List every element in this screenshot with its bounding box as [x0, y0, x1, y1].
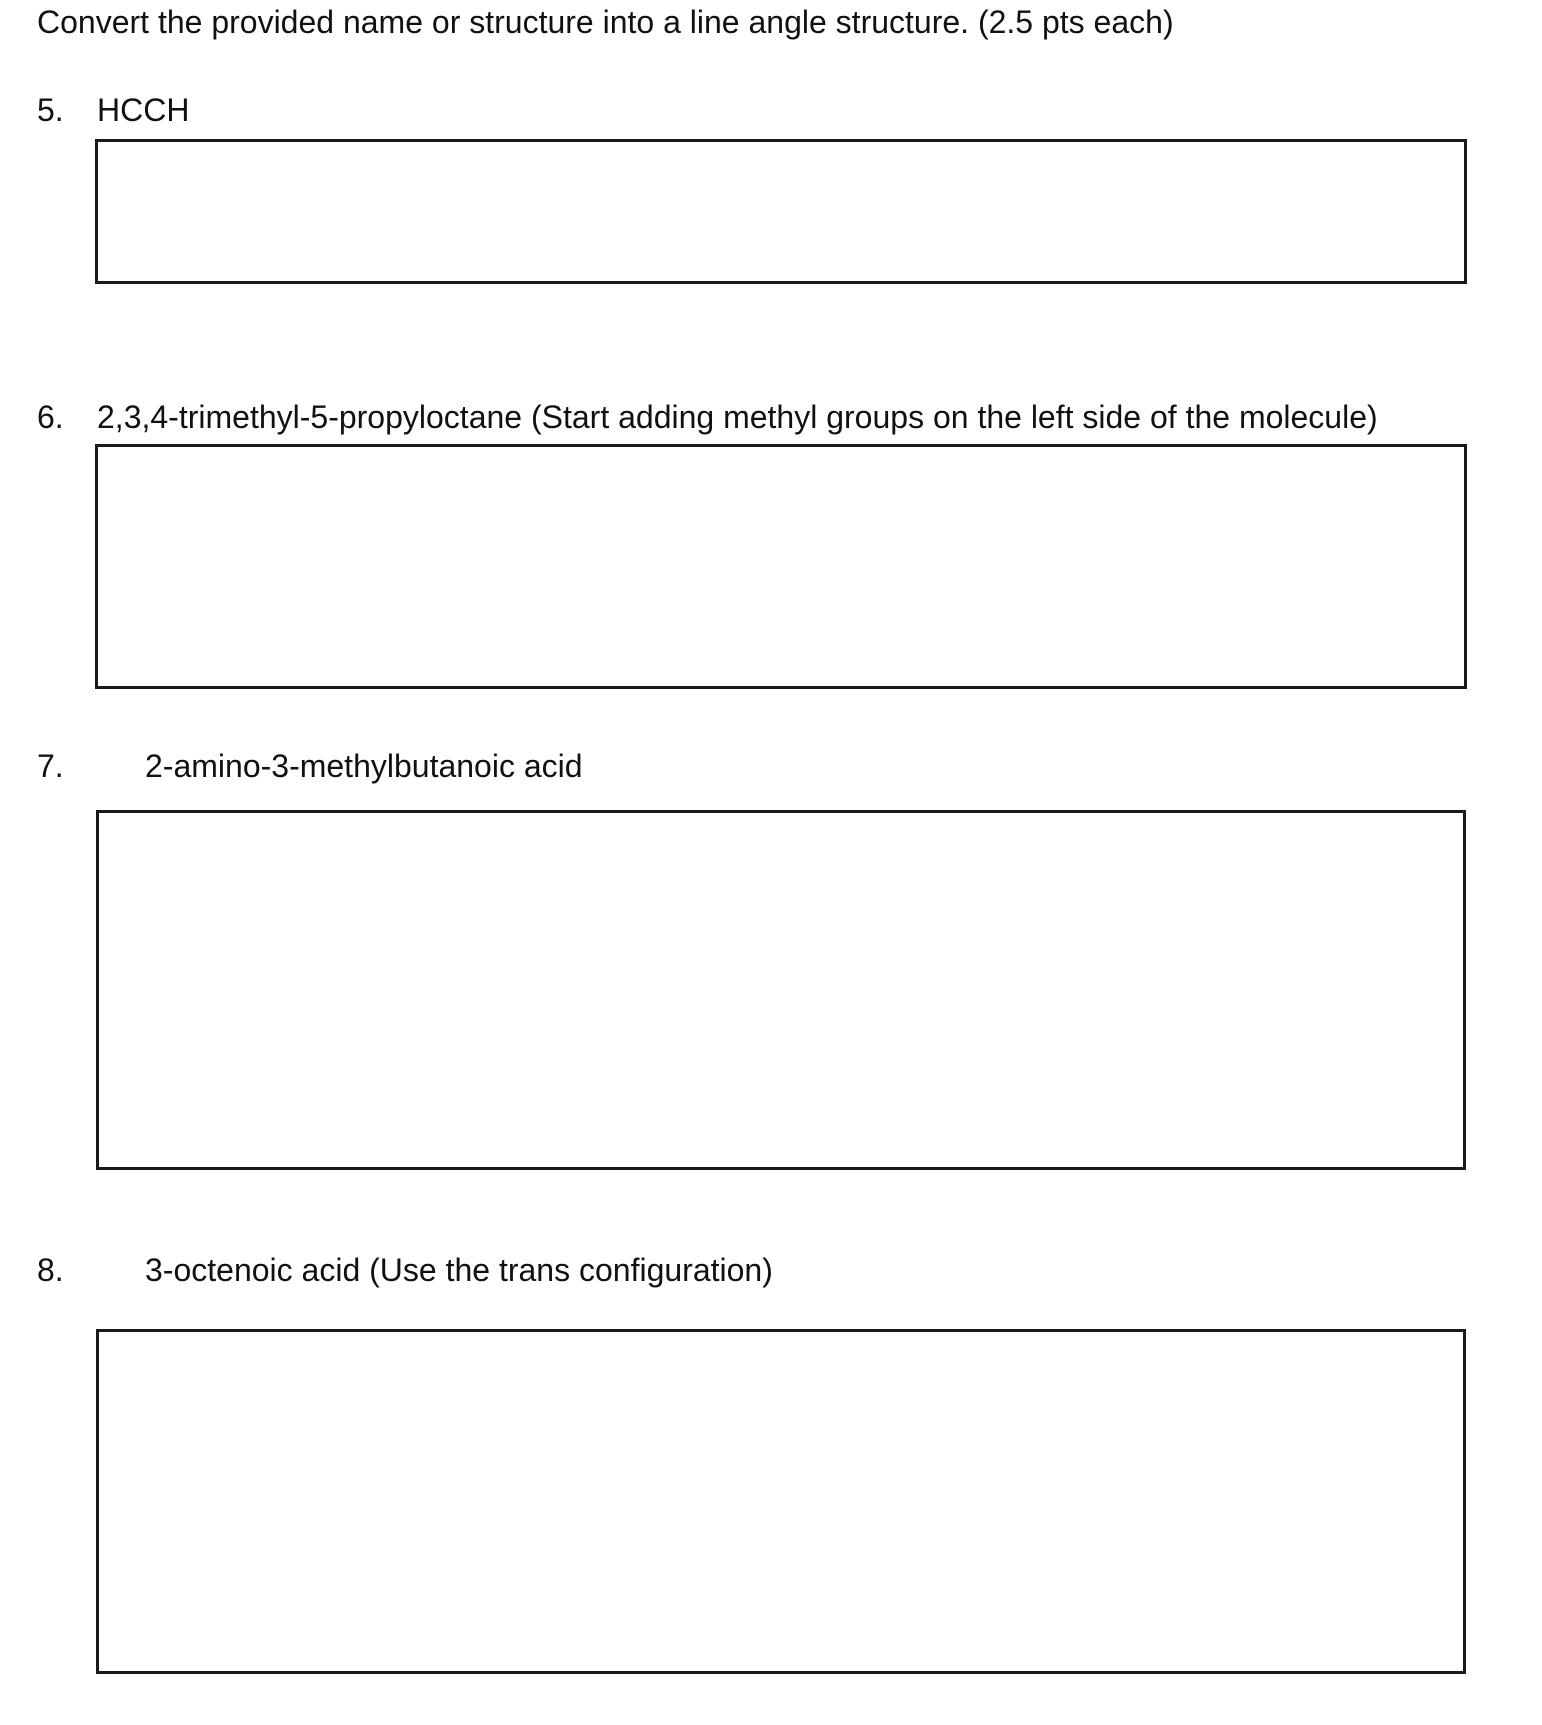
instructions-heading: Convert the provided name or structure into a line angle structure. (2.5 pts each) [37, 4, 1174, 40]
question-7-answer-box[interactable] [96, 810, 1466, 1170]
question-5-prompt: HCCH [97, 92, 190, 128]
question-7-number: 7. [37, 748, 64, 784]
question-6-answer-box[interactable] [95, 444, 1467, 689]
question-5-answer-box[interactable] [95, 139, 1467, 284]
question-6-prompt: 2,3,4-trimethyl-5-propyloctane (Start adding methyl groups on the left side of the molecule) [97, 399, 1378, 435]
question-6-number: 6. [37, 399, 64, 435]
question-8-answer-box[interactable] [96, 1329, 1466, 1674]
question-8-number: 8. [37, 1252, 64, 1288]
question-8-prompt: 3-octenoic acid (Use the trans configuration) [145, 1252, 773, 1288]
question-7-prompt: 2-amino-3-methylbutanoic acid [145, 748, 583, 784]
question-5-number: 5. [37, 92, 64, 128]
